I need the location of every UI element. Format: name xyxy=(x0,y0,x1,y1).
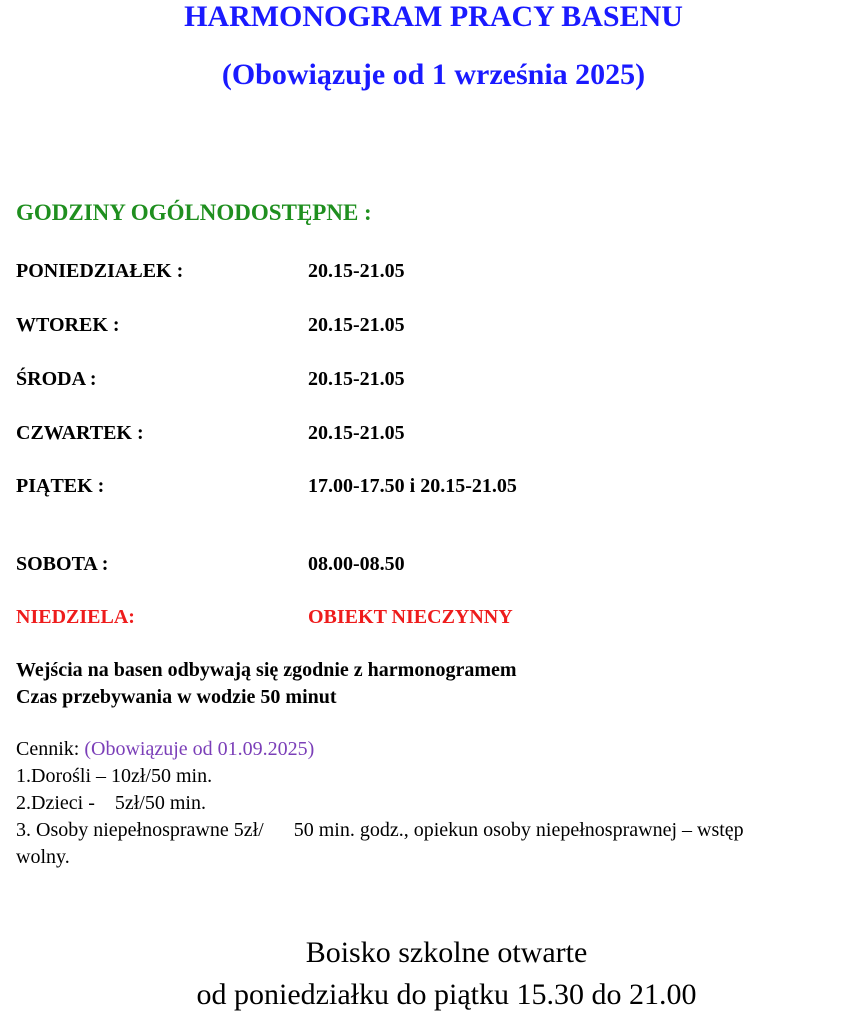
price-item-disabled: 3. Osoby niepełnosprawne 5zł/ 50 min. godz., opiekun osoby niepełnosprawnej – wstęp xyxy=(16,819,744,841)
page-title: HARMONOGRAM PRACY BASENU xyxy=(184,0,683,33)
duration-note: Czas przebywania w wodzie 50 minut xyxy=(16,686,337,708)
page-subtitle: (Obowiązuje od 1 września 2025) xyxy=(221,58,646,91)
schedule-heading: GODZINY OGÓLNODOSTĘPNE : xyxy=(16,200,372,225)
pricing-header xyxy=(16,738,314,761)
entry-note: Wejścia na basen odbywają się zgodnie z harmonogramem xyxy=(16,659,517,681)
day-label-wednesday: ŚRODA : xyxy=(16,368,97,390)
pricing-label: Cennik: xyxy=(16,738,80,760)
day-label-thursday: CZWARTEK : xyxy=(16,422,144,444)
day-hours-saturday: 08.00-08.50 xyxy=(308,553,405,575)
price-item-disabled-continuation: wolny. xyxy=(16,846,70,868)
field-hours-text: od poniedziałku do piątku 15.30 do 21.00 xyxy=(196,978,697,1011)
day-label-sunday: NIEDZIELA: xyxy=(16,606,135,628)
pricing-effective-date: (Obowiązuje od 01.09.2025) xyxy=(84,738,315,760)
day-hours-tuesday: 20.15-21.05 xyxy=(308,314,405,336)
day-hours-friday: 17.00-17.50 i 20.15-21.05 xyxy=(308,475,517,497)
day-hours-wednesday: 20.15-21.05 xyxy=(308,368,405,390)
field-open-text: Boisko szkolne otwarte xyxy=(305,936,588,969)
day-hours-monday: 20.15-21.05 xyxy=(308,260,405,282)
day-hours-sunday-closed: OBIEKT NIECZYNNY xyxy=(308,606,513,628)
day-label-friday: PIĄTEK : xyxy=(16,475,105,497)
price-item-children: 2.Dzieci - 5zł/50 min. xyxy=(16,792,206,814)
day-hours-thursday: 20.15-21.05 xyxy=(308,422,405,444)
day-label-saturday: SOBOTA : xyxy=(16,553,109,575)
day-label-tuesday: WTOREK : xyxy=(16,314,120,336)
day-label-monday: PONIEDZIAŁEK : xyxy=(16,260,184,282)
price-item-adults: 1.Dorośli – 10zł/50 min. xyxy=(16,765,213,787)
